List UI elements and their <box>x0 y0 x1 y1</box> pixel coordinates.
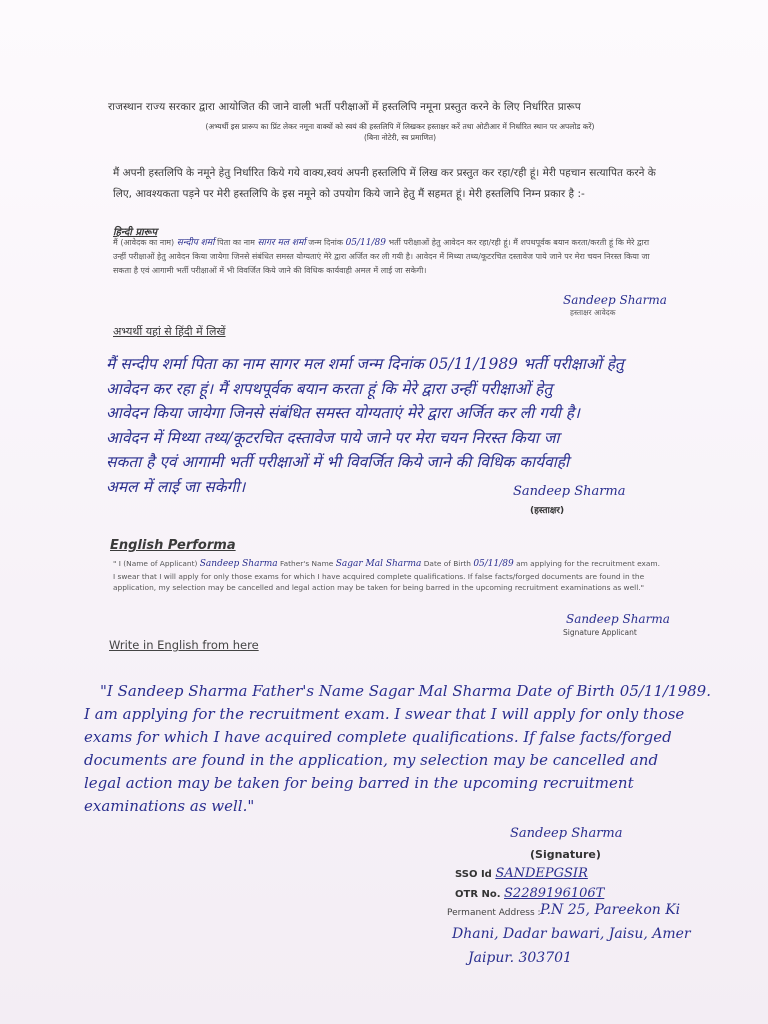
applicant-signature-4: Sandeep Sharma <box>510 826 623 841</box>
sso-id-label: SSO Id <box>455 869 492 880</box>
applicant-signature-1: Sandeep Sharma <box>563 293 667 307</box>
handwritten-line: सकता है एवं आगामी भर्ती परीक्षाओं में भी विवर्जित किये जाने की विधिक कार्यवाही <box>106 453 570 471</box>
address-line-3: Jaipur. 303701 <box>468 950 572 966</box>
eng-father-label: Father's Name <box>280 559 334 568</box>
handwritten-line: आवेदन किया जायेगा जिनसे संबंधित समस्त योग्यताएं मेरे द्वारा अर्जित कर ली गयी है। <box>106 404 580 422</box>
applicant-signature-2: Sandeep Sharma <box>513 484 626 499</box>
hindi-father-value: सागर मल शर्मा <box>257 238 306 248</box>
signature-label-hindi-write: (हस्ताक्षर) <box>530 506 565 516</box>
english-handwriting-block <box>84 680 754 818</box>
declaration-text: मैं अपनी हस्तलिपि के नमूने हेतु निर्धारित किये गये वाक्य,स्वयं अपनी हस्तलिपि में लिख कर प्रस्तुत कर रहा/रही हूं। मेरी पहचान सत्यापित करने के लिए, आवश्यकता पड़ने पर मेरी हस्तलिपि के इस नमूने को उपयोग किये जाने हेतु मैं सहमत हूं। मेरी हस्तलिपि निम्न प्रकार है :- <box>113 167 656 200</box>
handwritten-line: I am applying for the recruitment exam. I swear that I will apply for only those <box>84 705 685 723</box>
otr-no-value: S2289196106T <box>504 886 605 901</box>
handwritten-line: आवेदन कर रहा हूं। मैं शपथपूर्वक बयान करता हूं कि मेरे द्वारा उन्हीं परीक्षाओं हेतु <box>106 379 553 398</box>
address-line-2: Dhani, Dadar bawari, Jaisu, Amer <box>452 926 691 942</box>
hindi-father-label: पिता का नाम <box>217 238 255 247</box>
handwritten-line: अमल में लाई जा सकेगी। <box>106 477 246 496</box>
signature-label-english: Signature Applicant <box>563 628 637 637</box>
english-proforma-body <box>113 558 661 594</box>
hindi-handwriting-block <box>106 352 746 499</box>
hindi-name-label: मैं (आवेदक का नाम) <box>113 238 175 247</box>
handwritten-line: examinations as well." <box>84 797 255 815</box>
handwritten-line: मैं सन्दीप शर्मा पिता का नाम सागर मल शर्मा जन्म दिनांक 05/11/1989 भर्ती परीक्षाओं हेतु <box>106 355 624 373</box>
eng-proforma-text: am applying for the recruitment exam. I swear that I will apply for only those exams for which I have acquired complete qualifications. If false facts/forged documents are found in the application, my selection may be cancelled and legal action may be taken for being barred in the upcoming recruitment examinations as well." <box>113 559 660 592</box>
eng-dob-label: Date of Birth <box>423 559 471 568</box>
form-instructions <box>130 121 670 143</box>
eng-dob-value: 05/11/89 <box>473 559 514 569</box>
hindi-write-label: अभ्यर्थी यहां से हिंदी में लिखें <box>113 325 226 338</box>
sso-id-row <box>455 866 588 881</box>
hindi-name-value: सन्दीप शर्मा <box>176 238 215 248</box>
handwritten-line: exams for which I have acquired complete qualifications. If false facts/forged <box>84 728 672 746</box>
signature-label-english-write: (Signature) <box>530 848 601 861</box>
otr-no-row <box>455 886 604 901</box>
attestation-note: (बिना नोटेरी, स्व प्रमाणित) <box>363 133 437 142</box>
hindi-proforma-heading: हिन्दी प्रारूप <box>113 227 158 238</box>
sso-id-value: SANDEPGSIR <box>495 866 588 881</box>
eng-name-value: Sandeep Sharma <box>199 559 278 569</box>
handwritten-line: आवेदन में मिथ्या तथ्य/कूटरचित दस्तावेज पाये जाने पर मेरा चयन निरस्त किया जा <box>106 428 560 447</box>
english-write-label: Write in English from here <box>109 638 259 652</box>
address-label: Permanent Address : <box>447 908 541 918</box>
handwritten-line: "I Sandeep Sharma Father's Name Sagar Mal Sharma Date of Birth 05/11/1989. <box>100 682 711 700</box>
instruction-note: (अभ्यर्थी इस प्रारूप का प्रिंट लेकर नमूना वाक्यों को स्वयं की हस्तलिपि में लिखकर हस्ताक्षर करें तथा ओटीआर में निर्धारित स्थान पर अपलोड करें) <box>205 122 595 131</box>
applicant-signature-3: Sandeep Sharma <box>566 612 670 626</box>
address-line-1: P.N 25, Pareekon Ki <box>540 902 681 918</box>
eng-name-label: " I (Name of Applicant) <box>113 559 198 568</box>
eng-father-value: Sagar Mal Sharma <box>335 559 422 569</box>
handwritten-line: documents are found in the application, my selection may be cancelled and <box>84 751 659 769</box>
hindi-dob-label: जन्म दिनांक <box>308 238 344 247</box>
signature-label-hindi: हस्ताक्षर आवेदक <box>570 308 616 317</box>
handwritten-line: legal action may be taken for being barred in the upcoming recruitment <box>84 774 634 792</box>
form-title: राजस्थान राज्य सरकार द्वारा आयोजित की जाने वाली भर्ती परीक्षाओं में हस्तलिपि नमूना प्रस्तुत करने के लिए निर्धारित प्रारूप <box>108 101 581 113</box>
hindi-dob-value: 05/11/89 <box>345 238 386 248</box>
hindi-proforma-text: भर्ती परीक्षाओं हेतु आवेदन कर रहा/रही हूं। मैं शपथपूर्वक बयान करता/करती हूं कि मेरे द्वारा उन्हीं परीक्षाओं हेतु आवेदन किया जायेगा जिनसे संबंधित समस्त योग्यताएं मेरे द्वारा अर्जित कर ली गयी है। आवेदन में मिथ्या तथ्य/कूटरचित दस्तावेज पाये जाने पर मेरा चयन निरस्त किया जा सकता है एवं आगामी भर्ती परीक्षाओं में भी विवर्जित किये जाने की विधिक कार्यवाही अमल में लाई जा सकेगी। <box>113 238 650 275</box>
otr-no-label: OTR No. <box>455 889 501 900</box>
hindi-proforma-body <box>113 236 661 278</box>
english-proforma-heading: English Performa <box>110 538 236 553</box>
